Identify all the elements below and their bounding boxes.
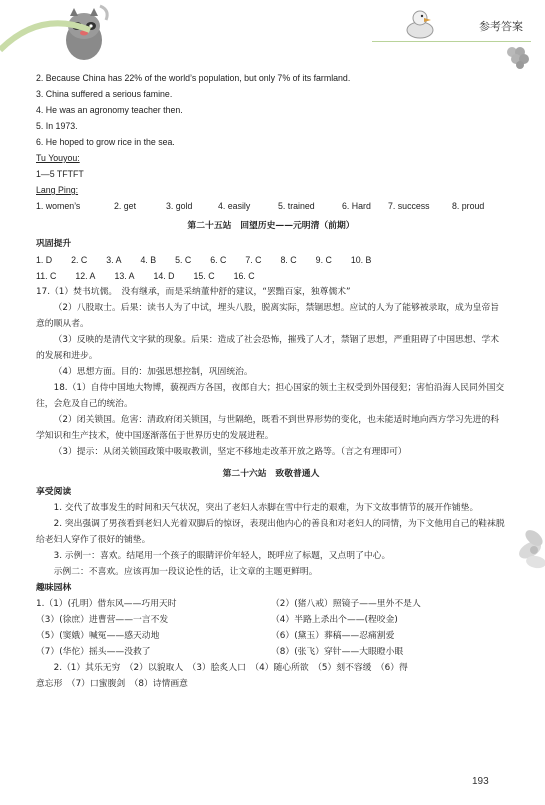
answer-paragraph: 17.（1）焚书坑儒。 没有继承，而是采纳董仲舒的建议，“罢黜百家，独尊儒术” (36, 287, 351, 297)
answer-content (36, 70, 506, 692)
list-item: 6. Hard (342, 201, 371, 211)
list-item: 8. C (280, 255, 297, 265)
list-item: 3. A (106, 255, 122, 265)
answer-paragraph: 3. 示例一：喜欢。结尾用一个孩子的眼睛评价年轻人，既呼应了标题，又点明了中心。 (53, 551, 391, 561)
answer-paragraph: 意忘形 （7）口蜜腹剑 （8）诗情画意 (36, 679, 188, 689)
list-item: 5. trained (278, 201, 315, 211)
list-item: 16. C (233, 271, 255, 281)
flower-illustration (508, 520, 545, 590)
section-title: 第二十六站 致敬普通人 (222, 469, 320, 479)
list-item: 13. A (114, 271, 135, 281)
answer-paragraph: （2）闭关锁国。危害：清政府闭关锁国，与世隔绝，既看不到世界形势的变化，也未能适时地向西方学习先进的科学知识和生产技术，使中国逐渐落伍于世界历史的发展进程。 (36, 415, 500, 441)
list-item: 7. success (388, 201, 430, 211)
list-item: 3. gold (166, 201, 193, 211)
answer-line: 4. He was an agronomy teacher then. (36, 105, 183, 115)
list-item: （3）(徐庶）进曹营——一言不发 (36, 615, 169, 625)
list-item (36, 596, 506, 612)
list-item: 9. C (315, 255, 332, 265)
tu-youyou-answer: 1—5 TFTFT (36, 169, 84, 179)
list-item: 5. C (175, 255, 192, 265)
mcq-answers-row (36, 268, 506, 284)
section-title: 第二十五站 回望历史——元明清（前期） (187, 221, 355, 231)
answer-paragraph: 2. 突出强调了男孩看到老妇人光着双脚后的惊讶，表现出他内心的善良和对老妇人的同情，为下文他用自己的鞋袜脱给老妇人穿作了很好的铺垫。 (36, 519, 505, 545)
lang-ping-label: Lang Ping: (36, 185, 79, 195)
answer-paragraph: 1. 交代了故事发生的时间和天气状况，突出了老妇人赤脚在雪中行走的艰难，为下文故事情节的展开作铺垫。 (53, 503, 479, 513)
list-item: 1.（1）(孔明）借东风——巧用天时 (36, 599, 177, 609)
list-item: 12. A (75, 271, 96, 281)
page-header (0, 0, 545, 68)
answer-line: 2. Because China has 22% of the world’s population, but only 7% of its farmland. (36, 73, 351, 83)
list-item (36, 612, 506, 628)
answer-paragraph: 18.（1）自侍中国地大物博，藐视西方各国，夜郎自大；担心国家的领土主权受到外国侵犯；害怕沿海人民同外国交往，会危及自己的统治。 (36, 383, 505, 409)
list-item: 15. C (193, 271, 215, 281)
answer-line: 6. He hoped to grow rice in the sea. (36, 137, 175, 147)
list-item: 7. C (245, 255, 262, 265)
list-item: （2）(猪八戒）照镜子——里外不是人 (271, 599, 421, 609)
section-subtitle: 享受阅读 (36, 487, 72, 497)
grapes-illustration (504, 44, 534, 70)
answer-paragraph: （3）反映的是清代文字狱的现象。后果：造成了社会恐怖，摧残了人才，禁锢了思想，严重阻碍了中国思想、学术的发展和进步。 (36, 335, 500, 361)
answer-paragraph: （3）提示：从闭关锁国政策中吸取教训，坚定不移地走改革开放之路等。（言之有理即可） (53, 447, 407, 457)
leaf-swirl-illustration (0, 0, 130, 60)
answer-paragraph: 示例二：不喜欢。应该再加一段议论性的话，让文章的主题更鲜明。 (53, 567, 318, 577)
list-item: （8）(张飞）穿针——大眼瞪小眼 (271, 647, 404, 657)
list-item: 1. women’s (36, 201, 81, 211)
page-number: 193 (472, 776, 489, 787)
list-item: （6）(黛玉）葬稿——忍痛割爱 (271, 631, 395, 641)
list-item: 4. easily (218, 201, 251, 211)
list-item (36, 628, 506, 644)
answer-paragraph: 2.（1）其乐无穷 （2）以貌取人 （3）脍炙人口 （4）随心所欲 （5）刻不容缓 （6）得 (53, 663, 408, 673)
bird-illustration (400, 2, 440, 44)
list-item (36, 644, 506, 660)
list-item: 2. C (71, 255, 88, 265)
answer-line: 5. In 1973. (36, 121, 78, 131)
mcq-answers-row (36, 252, 506, 268)
section-subtitle: 巩固提升 (36, 239, 72, 249)
list-item: （5）(窦娥）喊冤——感天动地 (36, 631, 160, 641)
list-item: 1. D (36, 255, 53, 265)
list-item: 2. get (114, 201, 137, 211)
header-title: 参考答案 (479, 20, 523, 33)
list-item: 6. C (210, 255, 227, 265)
list-item: （4）半路上杀出个——(程咬金) (271, 615, 398, 625)
lang-ping-answers (36, 198, 506, 214)
tu-youyou-label: Tu Youyou: (36, 153, 80, 163)
answer-line: 3. China suffered a serious famine. (36, 89, 173, 99)
list-item: 10. B (350, 255, 372, 265)
list-item: 11. C (36, 271, 57, 281)
list-item: （7）(华佗）摇头——没救了 (36, 647, 151, 657)
answer-paragraph: （2）八股取士。后果：读书人为了中试，埋头八股，脱离实际，禁锢思想。应试的人为了能够被录取，成为皇帝旨意的顺从者。 (36, 303, 500, 329)
list-item: 4. B (140, 255, 157, 265)
list-item: 14. D (153, 271, 175, 281)
section-subtitle: 趣味园林 (36, 583, 72, 593)
answer-paragraph: （4）思想方面。目的：加强思想控制，巩固统治。 (53, 367, 253, 377)
list-item: 8. proud (452, 201, 485, 211)
header-divider (372, 41, 531, 42)
